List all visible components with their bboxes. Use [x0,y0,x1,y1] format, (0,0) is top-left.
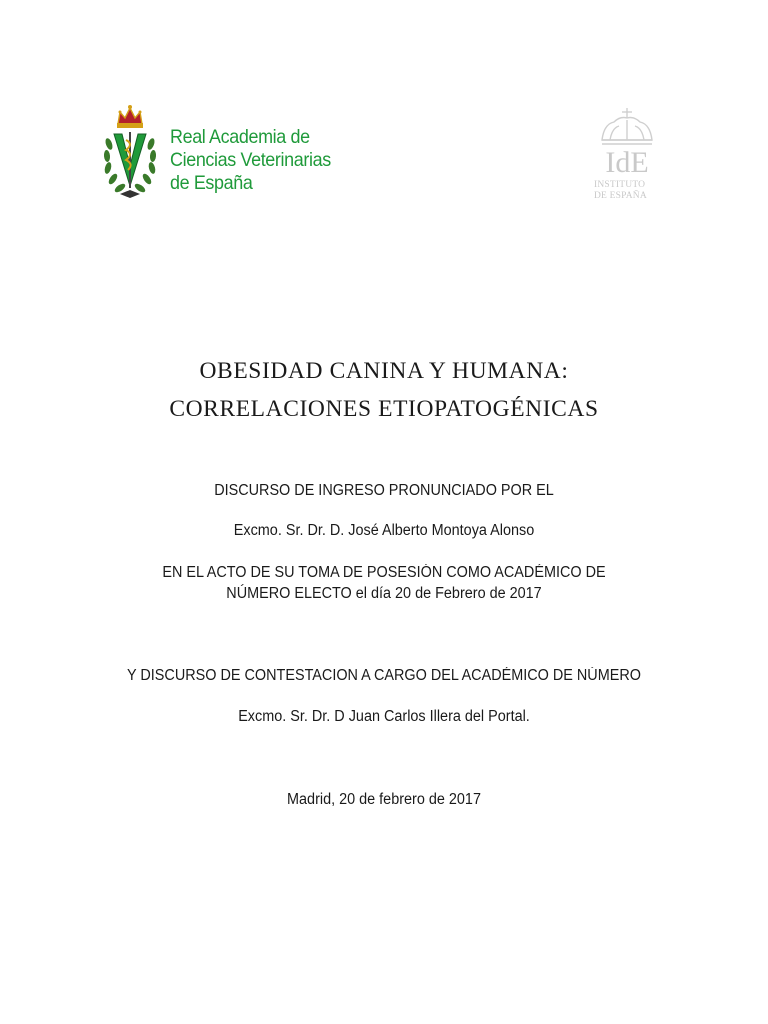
speaker-name: Excmo. Sr. Dr. D. José Alberto Montoya Alonso [233,522,535,539]
academy-emblem-icon [102,104,158,202]
speech-intro: DISCURSO DE INGRESO PRONUNCIADO POR EL [214,482,554,499]
academy-name-line-1: Real Academia de [170,126,310,148]
respondent-name: Excmo. Sr. Dr. D Juan Carlos Illera del Portal. [238,708,530,725]
title-line-2: CORRELACIONES ETIOPATOGÉNICAS [169,396,599,422]
institute-crown-icon [602,108,652,144]
academy-name-line-2: Ciencias Veterinarias [170,149,331,171]
occasion-text [27,562,741,604]
academy-name-line-3: de España [170,172,253,194]
place-date: Madrid, 20 de febrero de 2017 [287,791,481,808]
institute-name [594,180,660,202]
document-header [0,0,768,220]
occasion-line-2: NÚMERO ELECTO el día 20 de Febrero de 2017 [226,585,542,602]
institute-name-line-2: DE ESPAÑA [594,191,647,201]
crown-icon [117,105,143,128]
institute-abbr: IdE [605,146,649,179]
title-line-1: OBESIDAD CANINA Y HUMANA: [199,358,569,384]
reply-intro: Y DISCURSO DE CONTESTACION A CARGO DEL ACADÉMICO DE NÚMERO [127,667,641,684]
document-title [0,352,768,428]
institute-name-line-1: INSTITUTO [594,180,646,190]
academy-name [170,126,354,195]
occasion-line-1: EN EL ACTO DE SU TOMA DE POSESIÓN COMO ACADÉMICO DE [162,564,606,581]
